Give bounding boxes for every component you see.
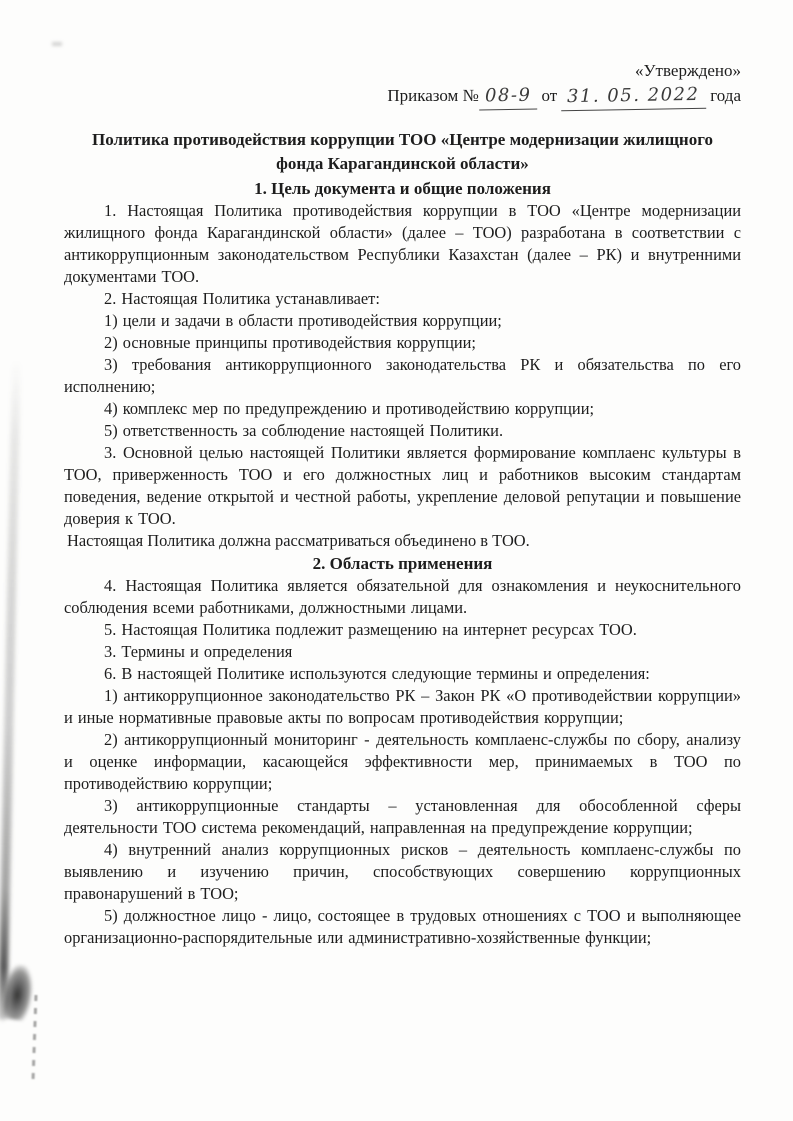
definition-item: 2) антикоррупционный мониторинг - деятельность комплаенс-службы по сбору, анализу и оценке информации, касающейся эффективности мер, принимаемых в ТОО по противодействию коррупции; [64,730,741,793]
paragraph: 3. Термины и определения [104,642,293,661]
definition-item: 3) антикоррупционные стандарты – установленная для обособленной сферы деятельности ТОО система рекомендаций, направленная на предупреждение коррупции; [64,796,741,837]
order-suffix: года [710,86,741,105]
paragraph: 3. Основной целью настоящей Политики является формирование комплаенс культуры в ТОО, приверженность ТОО и его должностных лиц и работников высоким стандартам поведения, ведение открытой и честной работы, укрепление деловой репутации и повышение доверия к ТОО. [64,443,741,528]
list-item: 1) цели и задачи в области противодействия коррупции; [104,311,502,330]
paragraph: Настоящая Политика должна рассматриваться объединено в ТОО. [67,531,530,550]
section-heading-1: 1. Цель документа и общие положения [254,179,551,198]
approval-stamp-label: «Утверждено» [635,61,741,80]
scan-artifact-speck [52,42,62,46]
order-prefix: Приказом № [387,86,479,105]
list-item: 3) требования антикоррупционного законодательства РК и обязательства по его исполнению; [64,355,741,396]
list-item: 2) основные принципы противодействия коррупции; [104,333,476,352]
order-number-handwritten: 08-9 [479,82,538,110]
definition-item: 5) должностное лицо - лицо, состоящее в трудовых отношениях с ТОО и выполняющее организационно-распорядительные или административно-хозяйственные функции; [64,906,741,947]
definition-item: 4) внутренний анализ коррупционных рисков – деятельность комплаенс-службы по выявлению и изучению причин, способствующих совершению коррупционных правонарушений в ТОО; [64,840,741,903]
paragraph: 4. Настоящая Политика является обязательной для ознакомления и неукоснительного соблюдения всеми работниками, должностными лицами. [64,576,741,617]
paragraph: 5. Настоящая Политика подлежит размещению на интернет ресурсах ТОО. [104,620,637,639]
approval-block [64,58,741,110]
order-date-handwritten: 31. 05. 2022 [561,82,706,112]
approval-order-line [64,83,741,110]
list-item: 5) ответственность за соблюдение настоящей Политики. [104,421,504,440]
list-item: 4) комплекс мер по предупреждению и противодействию коррупции; [104,399,595,418]
paragraph: 1. Настоящая Политика противодействия коррупции в ТОО «Центре модернизации жилищного фонда Карагандинской области» (далее – ТОО) разработана в соответствии с антикоррупционным законодательством Республики Казахстан (далее – РК) и внутренними документами ТОО. [64,201,741,286]
section-heading-2: 2. Область применения [312,554,493,573]
paragraph: 6. В настоящей Политике используются следующие термины и определения: [104,664,650,683]
paragraph: 2. Настоящая Политика устанавливает: [104,289,380,308]
definition-item: 1) антикоррупционное законодательство РК – Закон РК «О противодействии коррупции» и иные нормативные правовые акты по вопросам противодействия коррупции; [64,686,741,727]
document-title: Политика противодействия коррупции ТОО «Центре модернизации жилищного фонда Карагандинской области» [91,130,714,173]
order-date-connector: от [541,86,558,105]
